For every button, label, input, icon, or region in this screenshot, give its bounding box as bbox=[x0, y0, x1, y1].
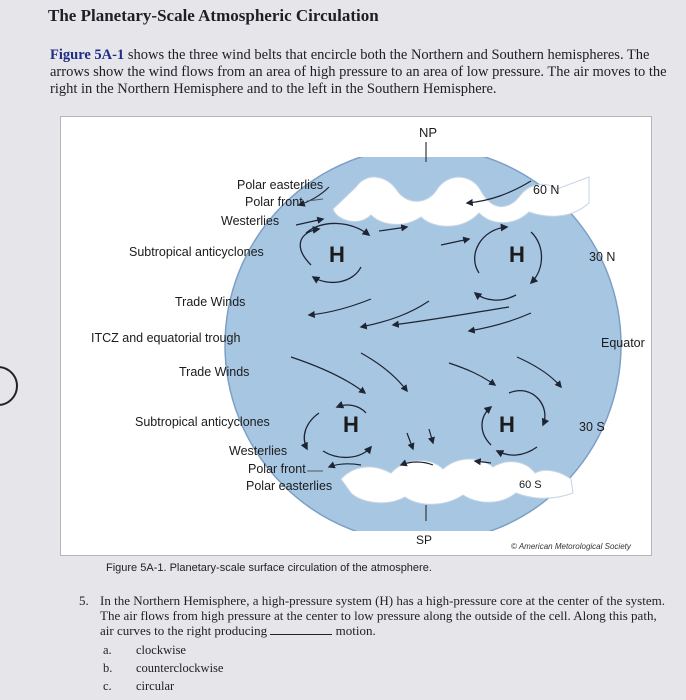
south-pole-label: SP bbox=[416, 533, 433, 547]
copyright-note: © American Metorological Society bbox=[511, 542, 631, 551]
high-pressure-se: H bbox=[499, 412, 515, 437]
option-text: counterclockwise bbox=[136, 661, 224, 675]
option-text: circular bbox=[136, 679, 175, 693]
question-stem-end: motion. bbox=[335, 623, 376, 638]
westerlies-north-label: Westerlies bbox=[221, 214, 280, 228]
polar-front-north-label: Polar front bbox=[245, 195, 303, 209]
polar-easterlies-south-label: Polar easterlies bbox=[246, 479, 333, 493]
question-stem: In the Northern Hemisphere, a high-pressure system (H) has a high-pressure core at the center of the system. The air flows from high pressure at the center to low pressure along the outside of the cell. Along this path, air curves to the right producing bbox=[100, 593, 665, 638]
intro-paragraph bbox=[50, 47, 680, 98]
page-title: The Planetary-Scale Atmospheric Circulation bbox=[48, 6, 379, 25]
polar-easterlies-north-label: Polar easterlies bbox=[237, 178, 324, 192]
north-pole-label: NP bbox=[419, 125, 438, 140]
answer-blank[interactable] bbox=[270, 624, 332, 635]
itcz-label: ITCZ and equatorial trough bbox=[91, 331, 241, 345]
option-letter: a. bbox=[103, 643, 112, 657]
high-pressure-sw: H bbox=[343, 412, 359, 437]
question-text bbox=[100, 593, 670, 638]
figure-reference: Figure 5A-1 bbox=[50, 47, 125, 63]
high-pressure-ne: H bbox=[509, 242, 525, 267]
lat-30n-label: 30 N bbox=[589, 250, 616, 264]
high-pressure-nw: H bbox=[329, 242, 345, 267]
lat-30s-label: 30 S bbox=[579, 420, 605, 434]
option-letter: c. bbox=[103, 679, 112, 693]
lat-60s-label: 60 S bbox=[519, 479, 542, 491]
subtropical-south-label: Subtropical anticyclones bbox=[135, 415, 270, 429]
westerlies-south-label: Westerlies bbox=[229, 444, 288, 458]
option-letter: b. bbox=[103, 661, 113, 675]
intro-text: shows the three wind belts that encircle both the Northern and Southern hemispheres. The arrows show the wind flows from an area of high pressure to an area of low pressure. The air moves to the right in the Northern Hemisphere and to the left in the Southern Hemisphere. bbox=[50, 47, 667, 97]
side-nav-arrow[interactable] bbox=[0, 366, 18, 406]
subtropical-north-label: Subtropical anticyclones bbox=[129, 245, 264, 259]
trade-winds-south-label: Trade Winds bbox=[179, 365, 250, 379]
lat-60n-label: 60 N bbox=[533, 183, 560, 197]
trade-winds-north-label: Trade Winds bbox=[175, 295, 246, 309]
equator-label: Equator bbox=[601, 336, 645, 350]
polar-front-south-label: Polar front bbox=[248, 462, 306, 476]
question-number: 5. bbox=[79, 593, 89, 608]
option-text: clockwise bbox=[136, 643, 186, 657]
figure-caption: Figure 5A-1. Planetary-scale surface circulation of the atmosphere. bbox=[106, 562, 432, 574]
circulation-figure bbox=[60, 116, 652, 556]
